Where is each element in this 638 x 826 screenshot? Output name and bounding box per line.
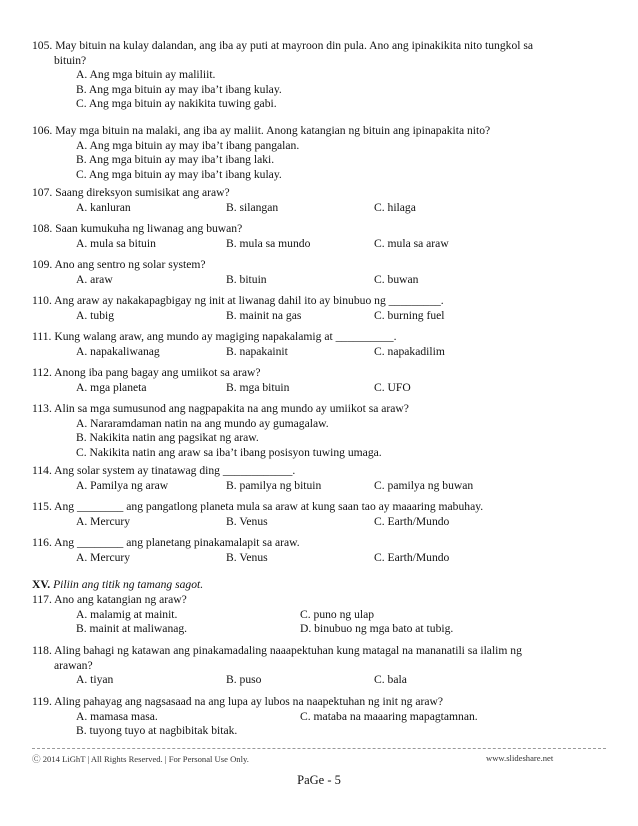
section-heading xyxy=(32,578,203,593)
option-c: C. napakadilim xyxy=(374,344,445,358)
option-b: B. mainit at maliwanag. xyxy=(76,622,188,636)
option-b: B. napakainit xyxy=(226,344,288,358)
option-c: C. Ang mga bituin ay nakikita tuwing gabi. xyxy=(76,97,277,111)
question-117 xyxy=(32,593,617,637)
option-c: C. buwan xyxy=(374,272,419,286)
option-b: B. puso xyxy=(226,673,262,687)
option-a: A. Mercury xyxy=(76,550,131,564)
question-stem: 105. May bituin na kulay dalandan, ang iba ay puti at mayroon din pula. Ano ang ipinakikita nito tungkol sa xyxy=(32,39,534,52)
question-111 xyxy=(32,330,617,359)
question-stem: 111. Kung walang araw, ang mundo ay magiging napakalamig at __________. xyxy=(32,330,397,343)
question-stem: 108. Saan kumukuha ng liwanag ang buwan? xyxy=(32,222,243,235)
question-109 xyxy=(32,258,617,287)
option-b: B. silangan xyxy=(226,200,279,214)
question-119 xyxy=(32,695,617,739)
option-a: A. Ang mga bituin ay maliliit. xyxy=(76,68,216,82)
question-stem: 115. Ang ________ ang pangatlong planeta mula sa araw at kung saan tao ay maaaring mabuhay. xyxy=(32,500,484,513)
copyright-notice: Ⓒ 2014 LiGhT | All Rights Reserved. | For Personal Use Only. xyxy=(32,754,249,764)
question-stem: 107. Saang direksyon sumisikat ang araw? xyxy=(32,186,230,199)
option-a: A. Nararamdaman natin na ang mundo ay gumagalaw. xyxy=(76,416,329,430)
option-c: C. bala xyxy=(374,673,407,687)
question-stem: 110. Ang araw ay nakakapagbigay ng init at liwanag dahil ito ay binubuo ng _________. xyxy=(32,294,444,307)
option-b: B. Venus xyxy=(226,514,268,528)
option-c: C. Earth/Mundo xyxy=(374,550,450,564)
option-b: B. Nakikita natin ang pagsikat ng araw. xyxy=(76,431,259,445)
question-stem: 118. Aling bahagi ng katawan ang pinakamadaling naaapektuhan kung matagal na mananatili sa ilalim ng xyxy=(32,644,522,657)
option-a: A. Ang mga bituin ay may iba’t ibang pangalan. xyxy=(76,138,300,152)
section-number: XV. xyxy=(32,578,51,591)
option-c: C. Nakikita natin ang araw sa iba’t ibang posisyon tuwing umaga. xyxy=(76,445,382,459)
option-a: A. Mercury xyxy=(76,514,131,528)
option-b: B. Ang mga bituin ay may iba’t ibang kulay. xyxy=(76,82,282,96)
question-107 xyxy=(32,186,617,215)
option-c: C. mula sa araw xyxy=(374,236,449,250)
question-stem: 112. Anong iba pang bagay ang umiikot sa araw? xyxy=(32,366,261,379)
option-c: C. burning fuel xyxy=(374,308,445,322)
option-a: A. mga planeta xyxy=(76,380,147,394)
option-a: A. napakaliwanag xyxy=(76,344,160,358)
option-b: B. mula sa mundo xyxy=(226,236,311,250)
question-113 xyxy=(32,402,617,460)
option-a: A. tiyan xyxy=(76,673,114,687)
option-c: C. Ang mga bituin ay may iba’t ibang kulay. xyxy=(76,167,282,181)
option-b: B. mga bituin xyxy=(226,380,290,394)
section-instruction: Piliin ang titik ng tamang sagot. xyxy=(53,578,204,591)
question-112 xyxy=(32,366,617,395)
option-b: B. tuyong tuyo at nagbibitak bitak. xyxy=(76,724,238,738)
question-118 xyxy=(32,644,617,688)
option-b: B. Venus xyxy=(226,550,268,564)
question-stem: 106. May mga bituin na malaki, ang iba ay maliit. Anong katangian ng bituin ang ipinapakita nito? xyxy=(32,124,491,137)
option-c: C. hilaga xyxy=(374,200,416,214)
question-108 xyxy=(32,222,617,251)
option-d: D. binubuo ng mga bato at tubig. xyxy=(300,622,454,636)
question-114 xyxy=(32,464,617,493)
question-stem: 119. Aling pahayag ang nagsasaad na ang lupa ay lubos na naapektuhan ng init ng araw? xyxy=(32,695,444,708)
option-a: A. mula sa bituin xyxy=(76,236,156,250)
option-c: C. mataba na maaaring mapagtamnan. xyxy=(300,709,478,723)
option-b: B. bituin xyxy=(226,272,267,286)
option-a: A. malamig at mainit. xyxy=(76,607,178,621)
page-number: PaGe - 5 xyxy=(297,773,341,787)
option-a: A. mamasa masa. xyxy=(76,709,158,723)
option-a: A. araw xyxy=(76,272,113,286)
option-b: B. pamilya ng bituin xyxy=(226,478,322,492)
question-stem-cont: arawan? xyxy=(54,658,93,672)
option-b: B. Ang mga bituin ay may iba’t ibang laki. xyxy=(76,153,275,167)
option-a: A. tubig xyxy=(76,308,115,322)
question-110 xyxy=(32,294,617,323)
footer-website: www.slideshare.net xyxy=(486,753,554,763)
option-c: C. UFO xyxy=(374,380,411,394)
option-c: C. puno ng ulap xyxy=(300,607,375,621)
question-105 xyxy=(32,39,617,112)
question-116 xyxy=(32,536,617,565)
question-stem: 113. Alin sa mga sumusunod ang nagpapakita na ang mundo ay umiikot sa araw? xyxy=(32,402,409,415)
question-stem: 114. Ang solar system ay tinatawag ding ____________. xyxy=(32,464,296,477)
option-c: C. pamilya ng buwan xyxy=(374,478,474,492)
option-a: A. Pamilya ng araw xyxy=(76,478,169,492)
option-c: C. Earth/Mundo xyxy=(374,514,450,528)
footer-divider xyxy=(32,748,606,749)
question-stem-cont: bituin? xyxy=(54,53,87,67)
option-b: B. mainit na gas xyxy=(226,308,302,322)
option-a: A. kanluran xyxy=(76,200,131,214)
question-stem: 117. Ano ang katangian ng araw? xyxy=(32,593,187,606)
question-115 xyxy=(32,500,617,529)
question-stem: 116. Ang ________ ang planetang pinakamalapit sa araw. xyxy=(32,536,300,549)
question-106 xyxy=(32,124,617,182)
question-stem: 109. Ano ang sentro ng solar system? xyxy=(32,258,206,271)
